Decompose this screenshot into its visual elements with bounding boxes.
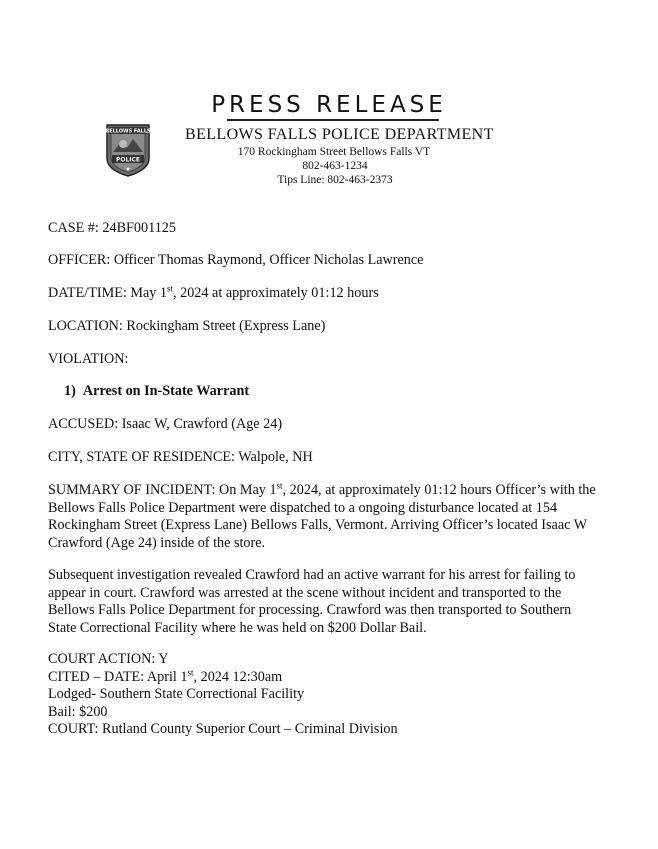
department-name: BELLOWS FALLS POLICE DEPARTMENT [185,126,494,143]
court-name: COURT: Rutland County Superior Court – Criminal Division [48,721,398,737]
case-number: CASE #: 24BF001125 [48,220,176,236]
summary-paragraph: SUMMARY OF INCIDENT: On May 1st, 2024, at approximately 01:12 hours Officer’s with the Bellows Falls Police Department were dispatched to a ongoing disturbance located at 154 Rockingham Street (Express Lane) Bellows Falls, Vermont. Arriving Officer’s located Isaac W Crawford (Age 24) inside of the store. [48,480,596,551]
badge-bottom-text: POLICE [115,156,141,164]
court-block [48,651,398,739]
accused-line: ACCUSED: Isaac W, Crawford (Age 24) [48,416,283,432]
tips-line: Tips Line: 802-463-2373 [277,174,393,186]
lodged-line: Lodged- Southern State Correctional Facility [48,686,305,702]
badge-top-text: BELLOWS FALLS [105,128,151,135]
officer-line: OFFICER: Officer Thomas Raymond, Officer Nicholas Lawrence [48,252,424,268]
press-release-title: PRESS RELEASE [211,92,447,118]
violation-label: VIOLATION: [48,351,129,367]
investigation-paragraph: Subsequent investigation revealed Crawford had an active warrant for his arrest for failing to appear in court. Crawford was arrested at the scene without incident and transported to the Bellows Falls Police Department for processing. Crawford was then transported to Southern State Correctional Facility where he was held on $200 Dollar Bail. [48,567,576,636]
department-phone: 802-463-1234 [302,160,368,172]
bail-line: Bail: $200 [48,703,108,720]
residence-line: CITY, STATE OF RESIDENCE: Walpole, NH [48,449,313,465]
department-address: 170 Rockingham Street Bellows Falls VT [237,146,431,158]
datetime-line: DATE/TIME: May 1st, 2024 at approximately 01:12 hours [48,283,379,301]
violation-item: 1) Arrest on In-State Warrant [64,383,250,399]
title-underline [227,119,439,121]
cited-date: CITED – DATE: April 1st, 2024 12:30am [48,666,283,685]
location-line: LOCATION: Rockingham Street (Express Lane) [48,318,326,334]
court-action: COURT ACTION: Y [48,651,169,667]
